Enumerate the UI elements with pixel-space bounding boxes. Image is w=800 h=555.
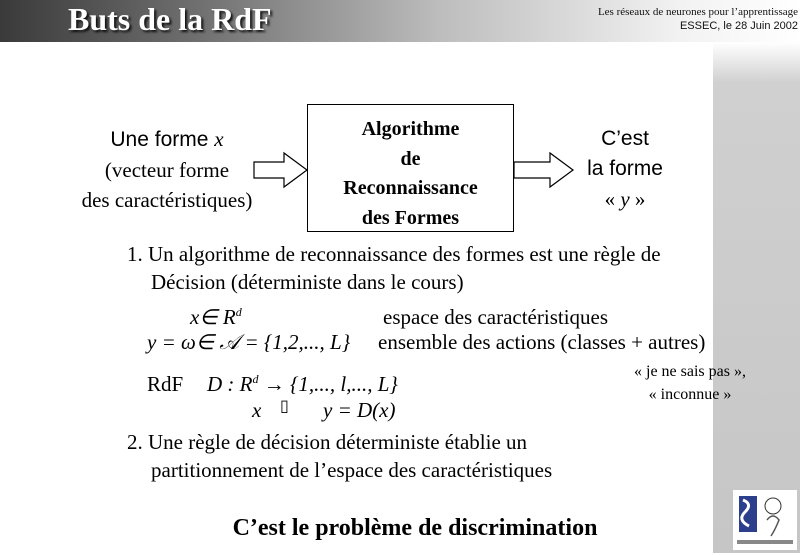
output-line2: la forme — [587, 157, 663, 180]
unknown-class-note: « je ne sais pas », « inconnue » — [634, 363, 746, 403]
header-course: Les réseaux de neurones pour l’apprentissage — [597, 6, 798, 18]
item-1-line2: Décision (déterministe dans le cours) — [151, 270, 464, 294]
institution-logo — [733, 490, 797, 550]
rdf-y-eq-dx: y = D(x) — [323, 398, 396, 422]
slide-title: Buts de la RdF — [68, 1, 272, 37]
item-1-line1: 1. Un algorithme de reconnaissance des formes est une règle de — [127, 242, 661, 266]
output-line1: C’est — [601, 127, 649, 150]
header-info — [598, 5, 798, 33]
math-x-in-rd: x∈ $R^d$ — [190, 305, 242, 329]
algorithm-box — [307, 104, 514, 232]
input-line1: Une forme x — [110, 127, 224, 151]
item-2-line2: partitionnement de l’espace des caractéristiques — [151, 458, 553, 482]
rdf-label: RdF — [147, 372, 184, 396]
math-action-set-desc: ensemble des actions (classes + autres) — [378, 330, 706, 354]
logo-icon — [733, 490, 797, 550]
math-y-action-set: y = ω∈ 𝒜 = {1,2,..., L} — [147, 330, 351, 354]
math-feature-space: espace des caractéristiques — [383, 305, 609, 329]
output-description — [560, 124, 690, 214]
algorithm-box-label: Algorithme de Reconnaissance des Formes — [343, 118, 478, 229]
rdf-mapsto-glyph: ▯ — [280, 398, 289, 415]
conclusion-text: C’est le problème de discrimination — [232, 515, 598, 541]
rdf-x: x — [252, 398, 262, 422]
input-line2: (vecteur forme — [104, 158, 230, 182]
input-line3: des caractéristiques) — [81, 188, 253, 212]
header-date: ESSEC, le 28 Juin 2002 — [679, 20, 798, 32]
output-line3: « y » — [604, 187, 646, 211]
item-2 — [127, 428, 747, 484]
item-2-line1: 2. Une règle de décision déterministe établie un — [127, 430, 528, 454]
item-1 — [127, 240, 767, 296]
input-arrow-icon — [252, 150, 312, 190]
rdf-mapping: D : $R^d \to \{1$,..., l,..., L} — [207, 372, 398, 396]
